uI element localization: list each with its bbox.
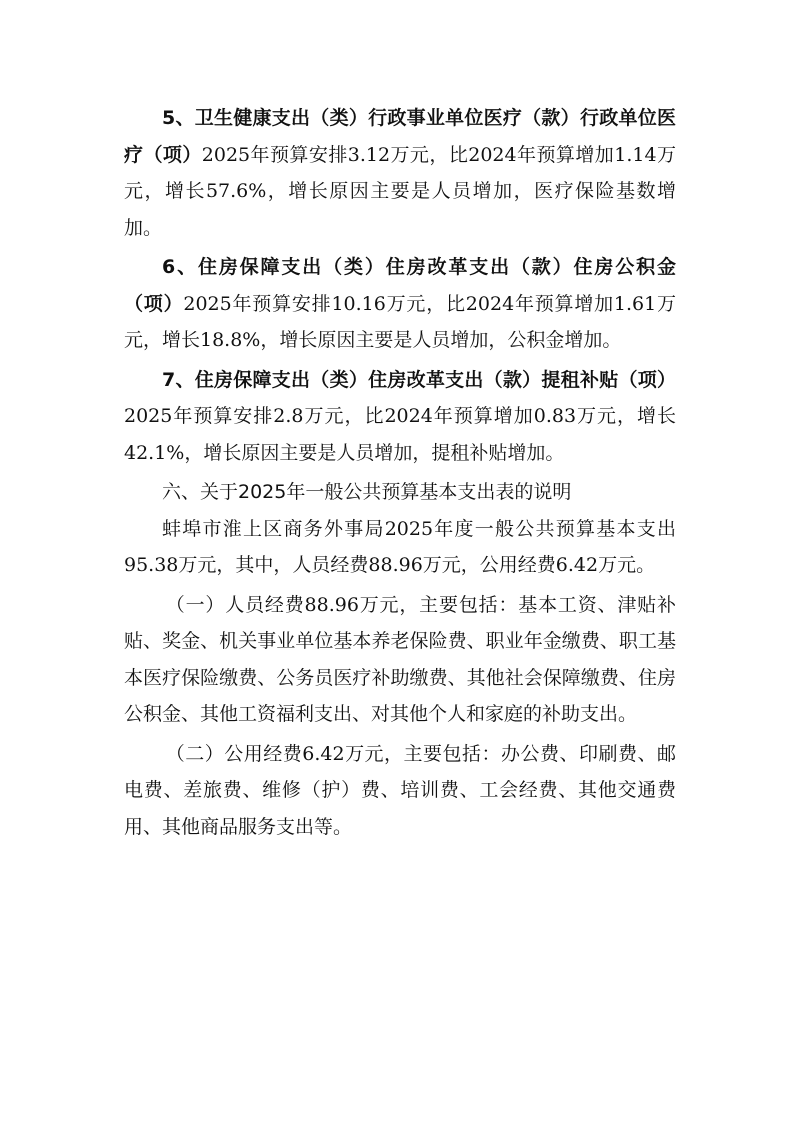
personnel-expense-paragraph: （一）人员经费88.96万元，主要包括：基本工资、津贴补贴、奖金、机关事业单位基本养老保险费、职业年金缴费、职工基本医疗保险缴费、公务员医疗补助缴费、其他社会保障缴费、住房公积金、其他工资福利支出、对其他个人和家庭的补助支出。 [124,593,676,725]
item-5-body: 2025年预算安排3.12万元，比2024年预算增加1.14万元，增长57.6%，增长原因主要是人员增加，医疗保险基数增加。 [124,143,676,239]
item-6-body: 2025年预算安排10.16万元，比2024年预算增加1.61万元，增长18.8%，增长原因主要是人员增加，公积金增加。 [124,292,676,351]
document-page [124,100,676,845]
item-5-paragraph [124,100,676,246]
section-intro: 蚌埠市淮上区商务外事局2025年度一般公共预算基本支出95.38万元，其中，人员经费88.96万元，公用经费6.42万元。 [124,517,676,576]
item-7-paragraph [124,362,676,472]
item-7-body: 2025年预算安排2.8万元，比2024年预算增加0.83万元，增长42.1%，增长原因主要是人员增加，提租补贴增加。 [124,405,676,464]
item-6-paragraph [124,249,676,359]
item-7-heading: 7、住房保障支出（类）住房改革支出（款）提租补贴（项） [162,368,676,391]
item-6-heading: 6、住房保障支出（类）住房改革支出（款）住房公积金（项） [124,256,676,315]
item-5-heading: 5、卫生健康支出（类）行政事业单位医疗（款）行政单位医疗（项） [124,107,676,166]
public-expense-paragraph: （二）公用经费6.42万元，主要包括：办公费、印刷费、邮电费、差旅费、维修（护）费、培训费、工会经费、其他交通费用、其他商品服务支出等。 [124,742,676,838]
section-heading: 六、关于2025年一般公共预算基本支出表的说明 [162,481,572,503]
